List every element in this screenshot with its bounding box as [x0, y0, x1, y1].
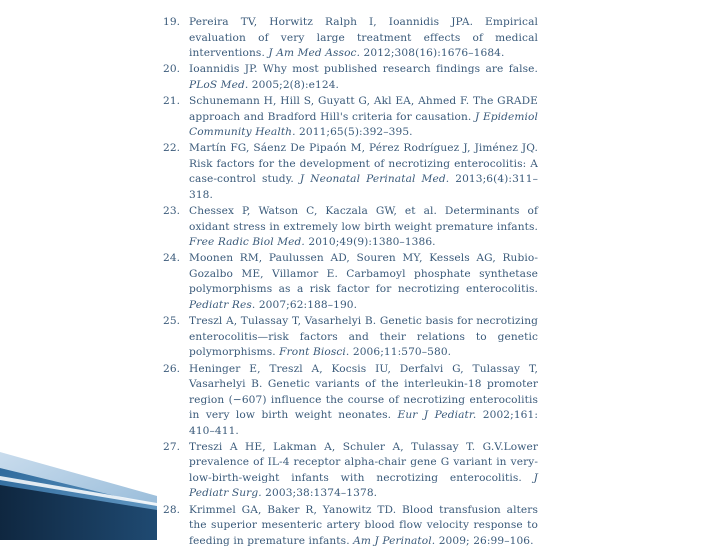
reference-journal: Pediatr Res.: [189, 298, 256, 311]
reference-text: Moonen RM, Paulussen AD, Souren MY, Kessels AG, Rubio-Gozalbo ME, Villamor E. Carbamoyl phosphate synthetase polymorphisms as a risk factor for necrotizing enterocolitis.: [189, 252, 538, 296]
reference-item: [163, 204, 538, 251]
reference-text: Schunemann H, Hill S, Guyatt G, Akl EA, Ahmed F. The GRADE approach and Bradford Hill's criteria for causation.: [189, 95, 538, 123]
reference-journal: J Neonatal Perinatal Med.: [299, 173, 450, 186]
ribbon-white-stripe: [0, 476, 157, 506]
reference-journal: Free Radic Biol Med.: [189, 236, 305, 249]
reference-item: [163, 314, 538, 361]
reference-journal: J Am Med Assoc.: [268, 47, 361, 59]
reference-details: 2010;49(9):1380–1386.: [304, 236, 436, 249]
reference-journal: Eur J Pediatr.: [397, 409, 477, 422]
reference-journal: J Epidemiol Community Health.: [189, 110, 538, 139]
reference-text: Ioannidis JP. Why most published research findings are false.: [189, 63, 538, 76]
reference-item: [163, 141, 538, 203]
reference-text: Krimmel GA, Baker R, Yanowitz TD. Blood transfusion alters the superior mesenteric artery blood flow velocity response to feeding in premature infants.: [189, 503, 538, 547]
reference-number: 21.: [163, 95, 181, 108]
reference-number: 26.: [163, 362, 181, 375]
reference-details: 2007;62:188–190.: [255, 298, 358, 311]
reference-journal: Am J Perinatol.: [353, 534, 436, 547]
reference-text: Heninger E, Treszl A, Kocsis IU, Derfalvi G, Tulassay T, Vasarhelyi B. Genetic variants of the interleukin-18 promoter region (−607) influence the course of necrotizing enterocolitis in very low birth weight neonates.: [189, 362, 538, 422]
ribbon-light-band: [0, 452, 157, 540]
reference-number: 19.: [163, 16, 181, 28]
reference-list: [163, 15, 538, 550]
reference-number: 22.: [163, 142, 181, 155]
ribbon-dark-band: [0, 485, 157, 540]
reference-journal: PLoS Med.: [189, 78, 249, 91]
reference-text: Treszl A, Tulassay T, Vasarhelyi B. Genetic basis for necrotizing enterocolitis—risk factors and their relations to genetic polymorphisms.: [189, 315, 538, 359]
reference-item: [163, 15, 538, 62]
reference-number: 25.: [163, 315, 181, 328]
reference-journal: J Pediatr Surg.: [189, 471, 538, 500]
reference-details: 2006;11:570–580.: [349, 346, 452, 359]
reference-details: 2005;2(8):e124.: [248, 78, 340, 91]
reference-details: 2011;65(5):392–395.: [295, 126, 413, 139]
reference-item: [163, 251, 538, 313]
reference-item: [163, 62, 538, 93]
reference-item: [163, 362, 538, 440]
ribbon-mid-band: [0, 468, 157, 540]
reference-details: 2002;161: 410–411.: [189, 409, 539, 437]
reference-number: 28.: [163, 503, 181, 516]
reference-details: 2009; 26:99–106.: [435, 534, 534, 547]
reference-details: 2013;6(4):311–318.: [189, 173, 539, 201]
reference-journal: Front Biosci.: [279, 346, 350, 359]
reference-number: 24.: [163, 252, 181, 265]
reference-item: [163, 440, 538, 502]
reference-number: 27.: [163, 440, 181, 453]
reference-details: 2003;38:1374–1378.: [261, 487, 378, 500]
reference-text: Martín FG, Sáenz De Pipaón M, Pérez Rodríguez J, Jiménez JQ. Risk factors for the development of necrotizing enterocolitis: A case-control study.: [189, 142, 538, 186]
reference-text: Treszi A HE, Lakman A, Schuler A, Tulassay T. G.V.Lower prevalence of IL-4 receptor alpha-chair gene G variant in very-low-birth-weight infants with necrotizing enterocolitis.: [189, 440, 538, 484]
reference-item: [163, 94, 538, 141]
reference-details: 2012;308(16):1676–1684.: [360, 47, 505, 59]
reference-number: 23.: [163, 205, 181, 218]
reference-item: [163, 503, 538, 550]
reference-text: Chessex P, Watson C, Kaczala GW, et al. Determinants of oxidant stress in extremely low birth weight premature infants.: [189, 205, 538, 233]
reference-text: Pereira TV, Horwitz Ralph I, Ioannidis JPA. Empirical evaluation of very large treatment effects of medical interventions.: [189, 16, 538, 59]
reference-number: 20.: [163, 63, 181, 76]
